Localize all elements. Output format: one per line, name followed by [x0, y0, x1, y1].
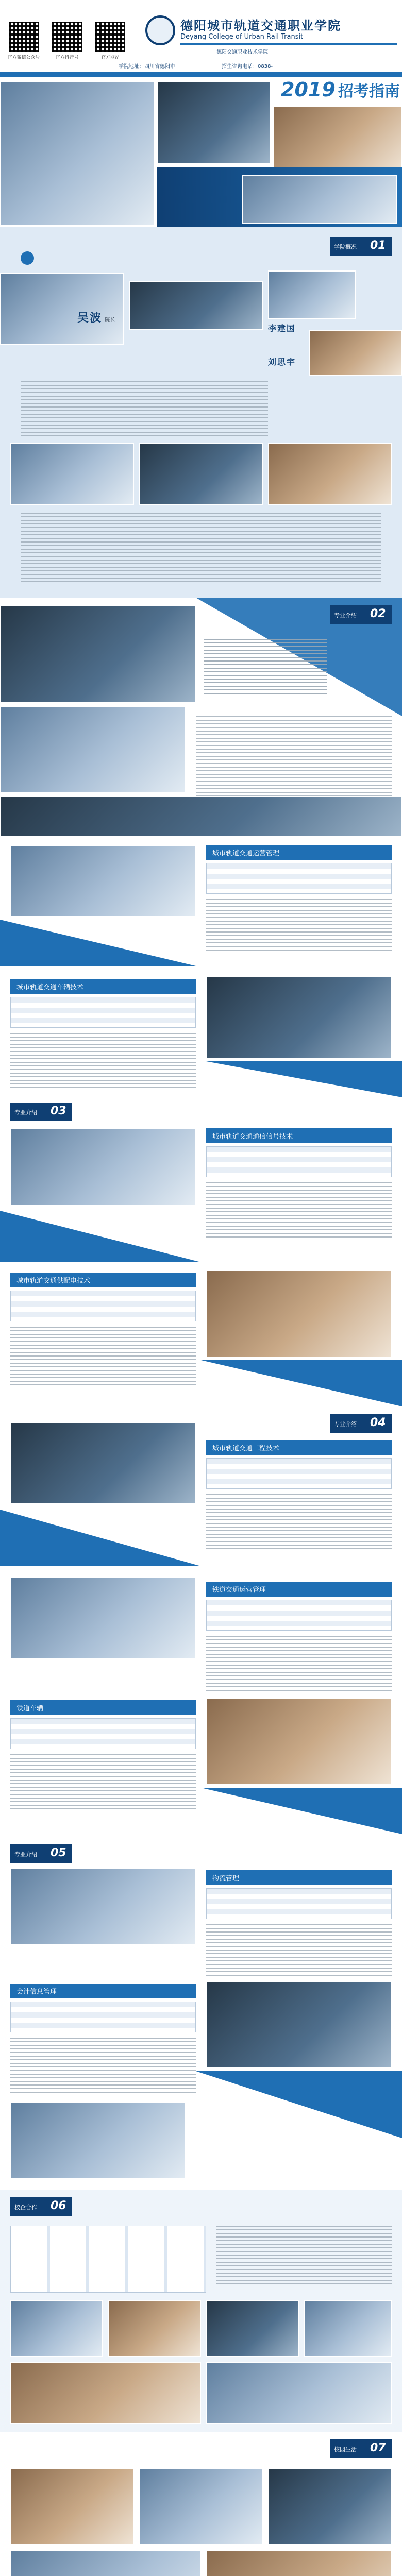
cooperation-text [216, 2226, 392, 2287]
slogan: 德阳交通职业技术学院 [216, 49, 268, 55]
major-diagonal [0, 920, 196, 966]
section-label: 专业介绍 [14, 1851, 37, 1858]
banner-title [281, 78, 400, 101]
major-photo [206, 1981, 392, 2069]
major-title: 城市轨道交通车辆技术 [10, 979, 196, 994]
life-photo-4 [10, 2550, 201, 2576]
wide-photo-strip [0, 796, 402, 837]
major-diagonal [0, 1211, 201, 1262]
major-description [206, 1182, 392, 1239]
major-photo [10, 1128, 196, 1206]
classroom-photo [129, 281, 263, 330]
major-table [10, 997, 196, 1028]
leader-name-2: 刘思宇 [268, 357, 296, 367]
cover-students-photo [273, 106, 402, 173]
section-label: 学院概况 [334, 244, 357, 250]
section-badge-05 [10, 1844, 72, 1863]
major-title: 城市轨道交通通信信号技术 [206, 1128, 392, 1143]
section-label: 专业介绍 [334, 612, 357, 619]
intro-paragraph-2 [21, 513, 381, 585]
major-diagonal [201, 1360, 402, 1406]
section-number: 06 [51, 2199, 66, 2212]
major-intro [196, 716, 392, 799]
major-diagonal [206, 1061, 402, 1097]
section-badge-04 [330, 1414, 392, 1433]
campus-photo-2 [10, 443, 134, 505]
major-title: 铁道交通运营管理 [206, 1582, 392, 1597]
section-label: 专业介绍 [14, 1109, 37, 1116]
campus-photo-3 [139, 443, 263, 505]
cover-top-bar [0, 72, 402, 77]
intro-paragraph [21, 381, 268, 438]
coop-photo-3 [206, 2300, 299, 2357]
president-role: 院长 [105, 317, 115, 323]
major-photo [206, 976, 392, 1059]
cover-train-photo [157, 81, 271, 164]
major-table [10, 1291, 196, 1321]
banner-year: 2019 [281, 78, 336, 101]
major-title: 铁道车辆 [10, 1700, 196, 1715]
major-table [206, 1458, 392, 1489]
major-photo [206, 1270, 392, 1358]
coop-photo-4 [304, 2300, 392, 2357]
cover-building-photo [242, 175, 397, 224]
major-description [10, 1754, 196, 1811]
school-name-en: Deyang College of Urban Rail Transit [180, 33, 304, 41]
qr-code-icon [94, 21, 127, 54]
major-photo [10, 1422, 196, 1504]
leader-photo-1 [268, 270, 356, 319]
section-number: 05 [51, 1846, 66, 1859]
qr-wechat[interactable] [7, 21, 40, 60]
life-photo-5 [206, 2550, 392, 2576]
coop-photo-5 [10, 2362, 201, 2424]
major-photo [10, 1868, 196, 1945]
banner-text: 招考指南 [338, 82, 400, 100]
qr-label: 官方抖音号 [55, 55, 79, 60]
section-badge-02 [330, 605, 392, 624]
major-photo [10, 1577, 196, 1659]
major-diagonal [196, 2071, 402, 2138]
major-table [10, 2002, 196, 2032]
major-table [10, 1718, 196, 1749]
major-photo [206, 1698, 392, 1785]
section-badge-07 [330, 2439, 392, 2458]
building-photo [0, 605, 196, 703]
partner-logo-grid [10, 2226, 206, 2293]
life-photo-1 [10, 2468, 134, 2545]
coop-photo-2 [108, 2300, 201, 2357]
major-table [206, 1600, 392, 1631]
section-number: 07 [370, 2442, 386, 2454]
major-table [206, 863, 392, 894]
life-photo-3 [268, 2468, 392, 2545]
qr-website[interactable] [94, 21, 127, 60]
major-table [206, 1146, 392, 1177]
president-caption [77, 309, 115, 325]
section-number: 04 [370, 1416, 386, 1429]
major-title: 城市轨道交通运营管理 [206, 845, 392, 860]
section-label: 校企合作 [14, 2204, 37, 2211]
qr-code-icon [7, 21, 40, 54]
campus-photo-4 [268, 443, 392, 505]
major-title: 城市轨道交通工程技术 [206, 1440, 392, 1455]
major-description [206, 1636, 392, 1692]
major-title: 会计信息管理 [10, 1984, 196, 1998]
major-title: 物流管理 [206, 1870, 392, 1885]
section-label: 专业介绍 [334, 1421, 357, 1428]
major-photo [10, 845, 196, 917]
header-rule [180, 43, 397, 45]
major-diagonal [201, 1788, 402, 1834]
qr-label: 官方微信公众号 [7, 55, 40, 60]
section-badge-03 [10, 1103, 72, 1121]
leader-name-1: 李建国 [268, 324, 296, 333]
section-number: 03 [51, 1105, 66, 1117]
lab-photo [10, 2102, 186, 2179]
coop-photo-1 [10, 2300, 103, 2357]
coop-photo-6 [206, 2362, 392, 2424]
section-label: 校园生活 [334, 2446, 357, 2453]
school-name-cn: 德阳城市轨道交通职业学院 [180, 18, 341, 33]
major-description [10, 2038, 196, 2094]
section-badge-01 [330, 237, 392, 256]
phone-text: 招生咨询电话：0838- [222, 64, 273, 70]
features-list [204, 639, 327, 696]
major-description [206, 1924, 392, 1976]
qr-douyin[interactable] [51, 21, 83, 60]
section-badge-06 [10, 2197, 72, 2216]
qr-label: 官方网站 [100, 55, 120, 60]
major-diagonal [0, 1510, 201, 1566]
leader-photo-2 [309, 330, 402, 376]
section-emblem-icon [21, 251, 34, 265]
major-description [10, 1327, 196, 1388]
major-description [206, 1494, 392, 1551]
major-description [206, 899, 392, 951]
qr-code-icon [51, 21, 83, 54]
school-logo-icon [145, 15, 175, 45]
major-table [206, 1888, 392, 1919]
cover-campus-photo [0, 81, 155, 226]
section-number: 02 [370, 607, 386, 620]
major-title: 城市轨道交通供配电技术 [10, 1273, 196, 1287]
address-text: 学院地址：四川省德阳市 [119, 64, 175, 70]
president-name: 吴波 [77, 311, 103, 325]
major-description [10, 1033, 196, 1090]
lobby-photo [0, 706, 186, 793]
life-photo-2 [139, 2468, 263, 2545]
section-number: 01 [370, 239, 386, 252]
